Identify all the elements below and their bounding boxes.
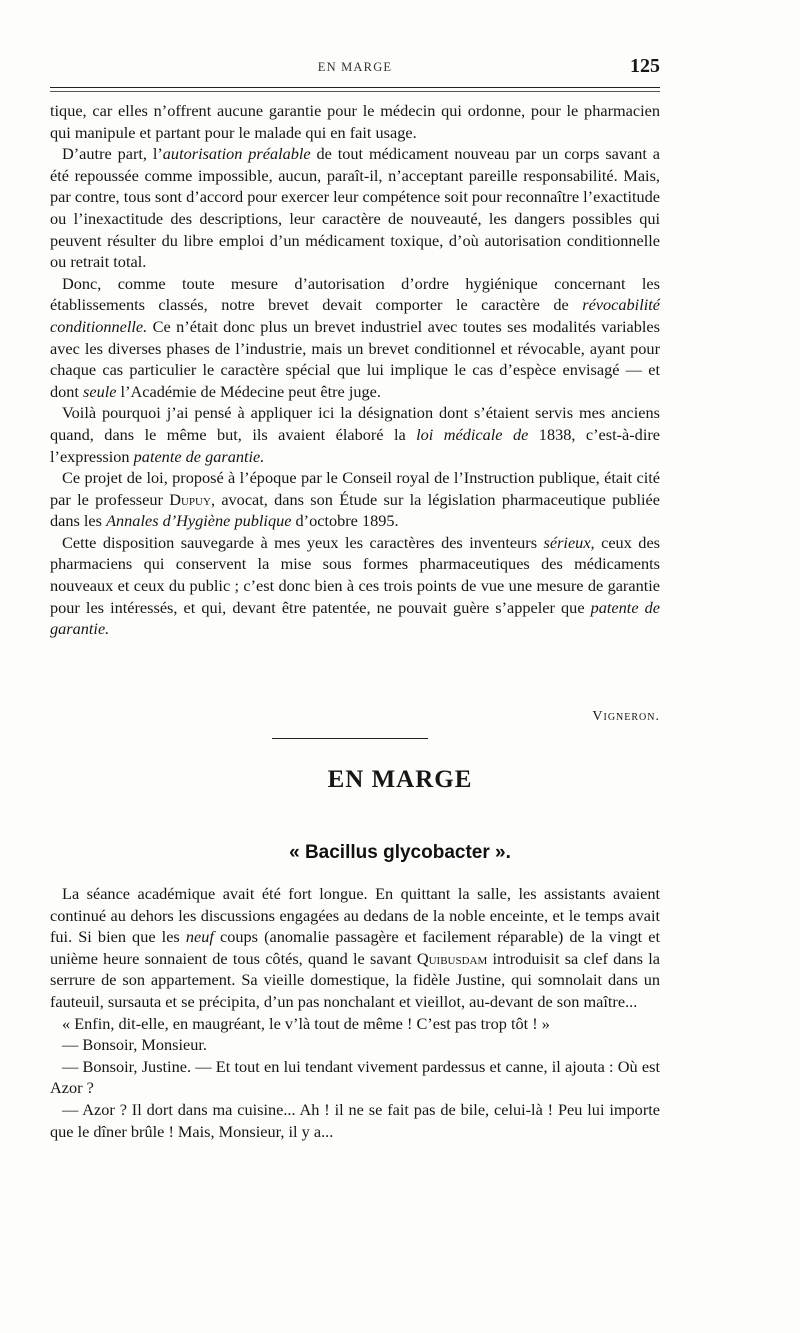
italic-run: loi médicale de <box>416 424 529 444</box>
text-run: coups (anomalie passagère et facilement réparable) de la vingt et unième heure sonnaient de tous côtés, quand le savant <box>50 927 660 968</box>
article-body <box>50 100 660 640</box>
paragraph-1 <box>50 100 660 143</box>
header-rule <box>50 87 660 88</box>
paragraph-3 <box>50 273 660 403</box>
story-paragraph-1 <box>50 883 660 1013</box>
story-paragraph-4: — Bonsoir, Justine. — Et tout en lui tendant vivement pardessus et canne, il ajouta : Où est Azor ? <box>50 1056 660 1098</box>
page-number: 125 <box>630 55 660 77</box>
story-body <box>50 883 660 1142</box>
paragraph-2 <box>50 143 660 273</box>
text-run: , avocat, dans son Étude sur la législation pharmaceutique publiée dans les <box>50 489 661 531</box>
author-name: Dupuy <box>169 489 211 509</box>
text-run: D’autre part, l’ <box>62 144 163 164</box>
italic-run: révocabilité conditionnelle. <box>50 295 660 336</box>
page-header <box>50 55 660 82</box>
header-rule-thin <box>50 91 660 92</box>
signature: Vigneron. <box>592 709 660 724</box>
italic-run: seule <box>83 381 117 401</box>
story-paragraph-5: — Azor ? Il dort dans ma cuisine... Ah ! il ne se fait pas de bile, celui-là ! Peu lui importe que le dîner brûle ! Mais, Monsieur, il y a... <box>50 1099 660 1141</box>
text-run: d’octobre 1895. <box>291 511 399 531</box>
text-run: Voilà pourquoi j’ai pensé à appliquer ici la désignation dont s’étaient servis mes anciens quand, dans le même but, ils avaient élaboré la <box>50 403 660 444</box>
italic-run: neuf <box>185 927 214 947</box>
section-title: EN MARGE <box>327 766 473 793</box>
italic-run: Annales d’Hygiène publique <box>106 511 292 531</box>
running-title: EN MARGE <box>317 60 393 74</box>
story-paragraph-3: — Bonsoir, Monsieur. <box>62 1035 207 1055</box>
text-run: Cette disposition sauvegarde à mes yeux les caractères des inventeurs <box>62 532 544 552</box>
text-run: ceux des pharmaciens qui conservent la mise sous formes pharmaceutiques des médicaments nouveaux et ceux du public ; c’est donc bien à ces trois points de vue une mesure de garantie pour les intéressés, et qui, devant être patentée, ne pouvait guère s’appeler que <box>50 532 661 617</box>
paragraph-4 <box>50 402 660 467</box>
text-run: de tout médicament nouveau par un corps savant a été repoussée comme impossible, aucun, paraît-il, n’acceptant pareille responsabilité. Mais, par contre, tous sont d’accord pour exercer leur compétence soit pour reconnaître l’exactitude ou l’inexactitude des descriptions, leur caractère de nouveauté, les dangers possibles qui peuvent résulter du libre emploi d’un médicament toxique, d’où autorisation conditionnelle ou retrait total. <box>50 144 661 272</box>
character-name: Quibusdam <box>416 948 488 968</box>
text-run: tique, car elles n’offrent aucune garantie pour le médecin qui ordonne, pour le pharmacien qui manipule et partant pour le malade qui en fait usage. <box>50 101 660 142</box>
italic-run: patente de garantie. <box>133 446 265 466</box>
section-separator <box>272 738 428 739</box>
text-run: Donc, comme toute mesure d’autorisation d’ordre hygiénique concernant les établissements classés, notre brevet devait comporter le caractère de <box>50 273 660 315</box>
paragraph-6 <box>50 532 660 640</box>
italic-run: sérieux, <box>543 532 595 552</box>
text-run: Ce projet de loi, proposé à l’époque par le Conseil royal de l’Instruction publique, était cité par le professeur <box>50 468 660 509</box>
italic-run: patente de garantie. <box>50 597 660 639</box>
text-run: 1838, c’est-à-dire l’expression <box>50 424 660 466</box>
italic-run: autorisation préalable <box>162 144 311 164</box>
paragraph-5 <box>50 467 660 532</box>
text-run: l’Académie de Médecine peut être juge. <box>116 381 381 401</box>
section-subtitle: « Bacillus glycobacter ». <box>289 842 511 863</box>
text-run: introduisit sa clef dans la serrure de son appartement. Sa vieille domestique, la fidèle Justine, qui somnolait dans un fauteuil, sursauta et se précipita, d’un pas nonchalant et vieillot, au-devant de son maître... <box>50 948 660 1011</box>
story-paragraph-2: « Enfin, dit-elle, en maugréant, le v’là tout de même ! C’est pas trop tôt ! » <box>62 1013 550 1033</box>
text-run: La séance académique avait été fort longue. En quittant la salle, les assistants avaient continué au dehors les discussions engagées au dedans de la noble enceinte, et le temps avait fui. Si bien que les <box>50 884 660 947</box>
text-run: Ce n’était donc plus un brevet industriel avec toutes ses modalités variables avec les diverses phases de l’industrie, mais un brevet conditionnel et révocable, ayant pour chaque cas particulier le caractère spécial que lui implique le cas d’espèce envisagé — et dont <box>50 316 660 401</box>
